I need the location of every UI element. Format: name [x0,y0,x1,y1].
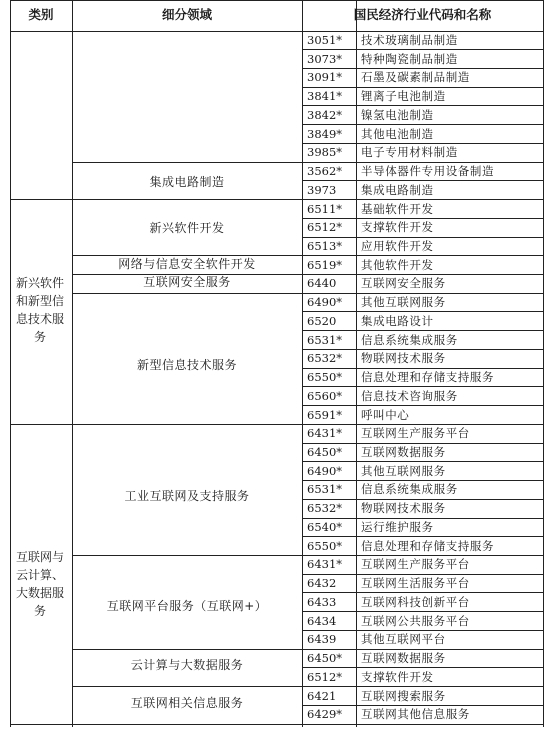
industry-name: 信息处理和存储支持服务 [361,370,495,384]
industry-code: 3073* [307,51,343,66]
industry-code: 6560* [307,388,343,403]
industry-code: 6513* [307,238,343,253]
industry-name: 锂离子电池制造 [361,89,446,104]
industry-code: 6531* [307,332,343,347]
subfield-label: 互联网安全服务 [143,275,231,289]
subfield-label: 云计算与大数据服务 [130,658,244,672]
industry-code: 6532* [307,351,343,366]
industry-code: 6433 [307,594,337,609]
industry-name: 互联网生产服务平台 [361,557,470,572]
industry-name: 互联网其他信息服务 [361,707,470,722]
industry-code: 3973 [307,182,337,197]
industry-code: 6440 [307,276,337,291]
industry-code: 3091* [307,70,343,85]
industry-name: 其他软件开发 [361,257,434,272]
industry-code: 6431* [307,557,343,572]
industry-code: 3051* [307,32,343,47]
industry-code: 6511* [307,201,343,216]
category-label: 互联网与云计算、大数据服务 [15,550,64,618]
industry-name: 信息处理和存储支持服务 [361,538,495,553]
column-divider [302,0,303,727]
header-category: 类别 [28,7,54,22]
industry-name: 互联网生活服务平台 [361,576,470,591]
industry-code: 6519* [307,257,343,272]
industry-name: 运行维护服务 [361,519,434,534]
industry-code: 6531* [307,482,343,497]
industry-name: 互联网安全服务 [361,276,446,291]
industry-name: 互联网生产服务平台 [361,426,470,441]
industry-name: 集成电路制造 [361,182,434,197]
industry-name: 特种陶瓷制品制造 [361,51,458,66]
industry-code: 6520 [307,313,337,328]
industry-name: 应用软件开发 [361,238,434,253]
industry-code: 6432 [307,576,337,591]
industry-code: 6550* [307,370,343,384]
table-border-top [10,0,544,1]
industry-code: 3985* [307,145,343,160]
subfield-label: 新兴软件开发 [149,221,225,235]
industry-name: 镍氢电池制造 [361,107,434,122]
industry-code: 6512* [307,669,343,684]
category-label: 新兴软件和新型信息技术服务 [15,276,64,344]
industry-name: 其他互联网服务 [361,463,446,478]
industry-code: 6550* [307,538,343,553]
header-industry: 国民经济行业代码和名称 [353,7,492,22]
industry-name: 电子专用材料制造 [361,145,458,160]
industry-code: 6421 [307,688,337,703]
column-divider [356,0,357,727]
subfield-label: 互联网平台服务（互联网+） [106,599,268,613]
industry-name: 信息系统集成服务 [361,482,458,497]
industry-code: 3562* [307,164,343,178]
industry-code: 6450* [307,651,343,665]
industry-name: 集成电路设计 [361,313,434,328]
industry-code: 6591* [307,407,343,422]
industry-name: 互联网搜索服务 [361,688,446,703]
industry-code: 3841* [307,89,343,104]
subfield-label: 新型信息技术服务 [136,358,237,372]
industry-code: 3849* [307,126,343,141]
industry-code: 6512* [307,220,343,235]
row-divider [10,724,544,725]
industry-name: 其他电池制造 [361,126,434,141]
industry-code: 6434 [307,613,337,628]
industry-code: 6532* [307,501,343,516]
industry-name: 石墨及碳素制品制造 [361,70,470,85]
subfield-label: 集成电路制造 [149,175,225,189]
industry-code: 6431* [307,426,343,441]
header-subfield: 细分领域 [161,7,212,22]
column-divider [72,0,73,727]
subfield-label: 网络与信息安全软件开发 [118,257,256,271]
industry-name: 呼叫中心 [361,407,410,422]
industry-code: 6439 [307,632,337,647]
industry-name: 互联网数据服务 [361,651,446,665]
industry-code: 6490* [307,463,343,478]
subfield-label: 工业互联网及支持服务 [124,489,250,503]
industry-name: 支撑软件开发 [361,220,434,235]
industry-name: 信息系统集成服务 [361,332,458,347]
industry-name: 物联网技术服务 [361,501,446,516]
industry-name: 物联网技术服务 [361,351,446,366]
industry-name: 技术玻璃制品制造 [361,32,458,47]
industry-name: 支撑软件开发 [361,669,434,684]
industry-name: 基础软件开发 [361,201,434,216]
industry-code: 6450* [307,445,343,459]
subfield-label: 互联网相关信息服务 [130,696,244,710]
industry-code: 6429* [307,707,343,722]
industry-code: 6540* [307,519,343,534]
industry-name: 信息技术咨询服务 [361,388,458,403]
industry-name: 半导体器件专用设备制造 [361,164,495,178]
industry-name: 互联网公共服务平台 [361,613,470,628]
industry-name: 互联网科技创新平台 [361,594,470,609]
industry-name: 互联网数据服务 [361,445,446,459]
industry-name: 其他互联网服务 [361,295,446,310]
industry-code: 6490* [307,295,343,310]
industry-name: 其他互联网平台 [361,632,446,647]
industry-code: 3842* [307,107,343,122]
